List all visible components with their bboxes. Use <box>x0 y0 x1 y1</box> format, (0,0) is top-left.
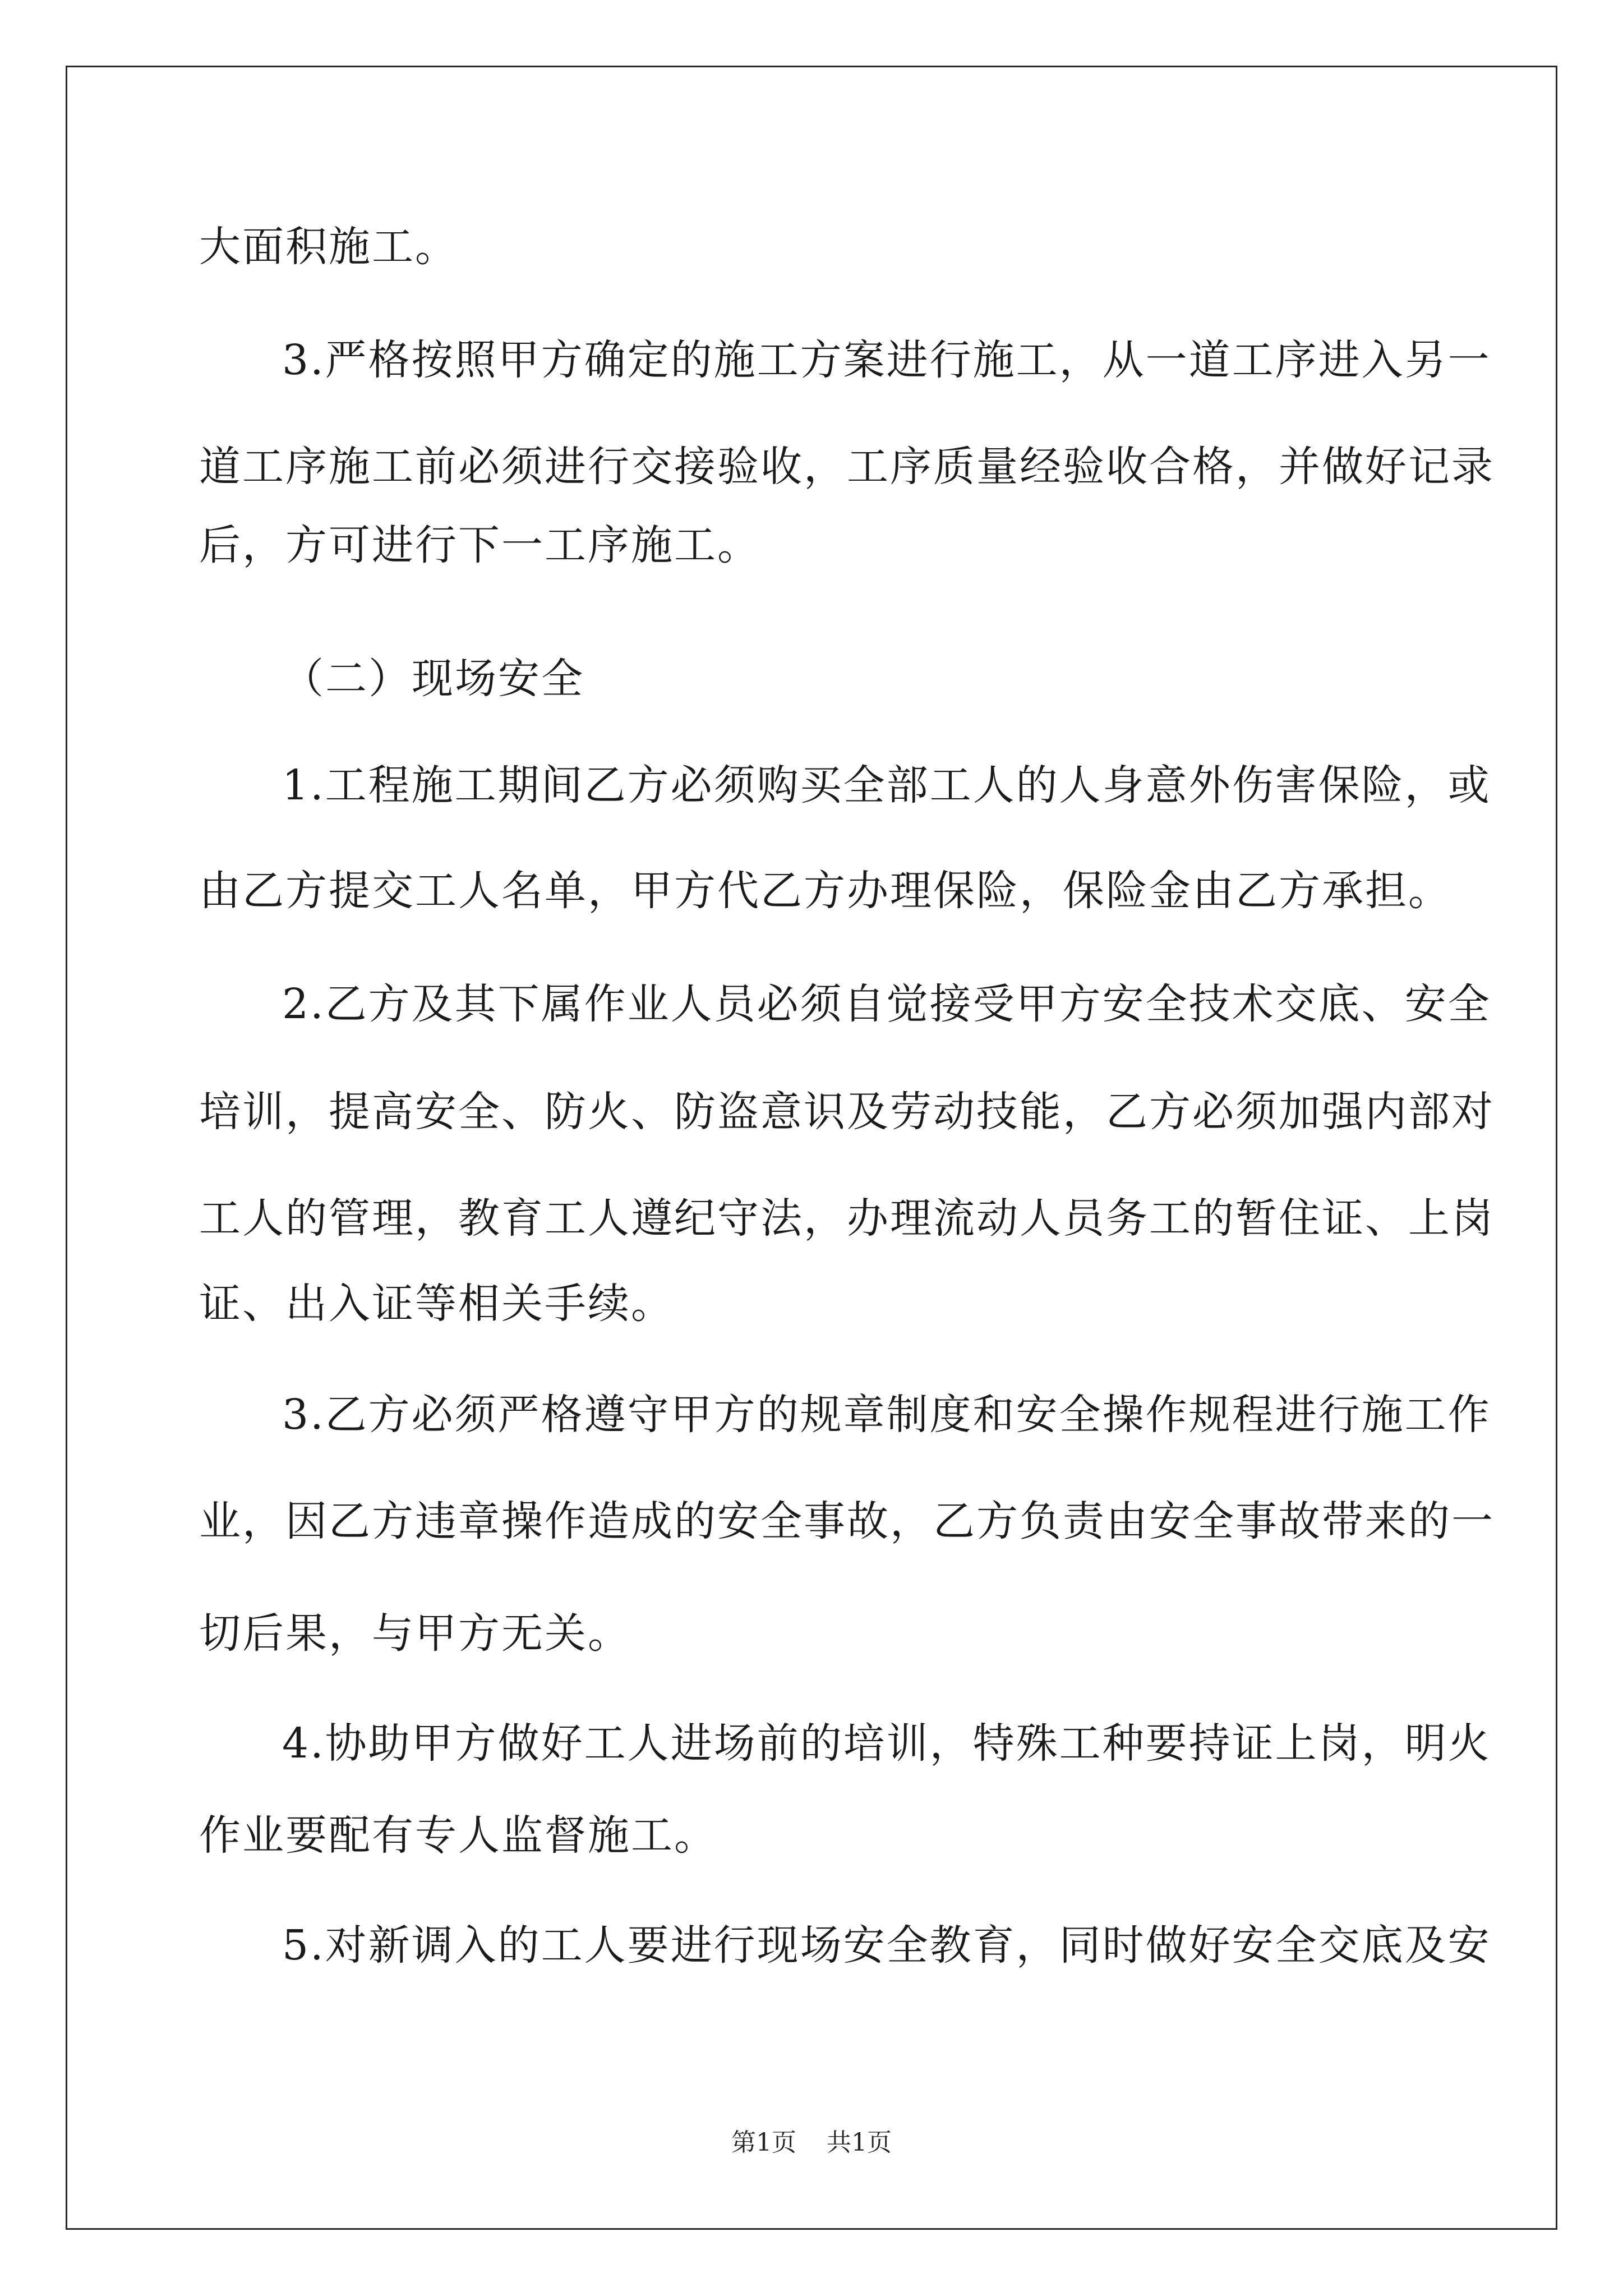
paragraph-line: 3.乙方必须严格遵守甲方的规章制度和安全操作规程进行施工作 <box>282 1391 1491 1439</box>
paragraph-line: 培训，提高安全、防火、防盗意识及劳动技能，乙方必须加强内部对 <box>199 1088 1495 1136</box>
paragraph-line: 后，方可进行下一工序施工。 <box>199 521 760 569</box>
paragraph-line: 大面积施工。 <box>199 223 458 271</box>
paragraph-line: 2.乙方及其下属作业人员必须自觉接受甲方安全技术交底、安全 <box>282 980 1491 1028</box>
page-total: 共1页 <box>827 2128 892 2157</box>
page-border <box>66 66 1557 2230</box>
paragraph-line: 业，因乙方违章操作造成的安全事故，乙方负责由安全事故带来的一 <box>199 1497 1495 1545</box>
paragraph-line: 3.严格按照甲方确定的施工方案进行施工，从一道工序进入另一 <box>282 336 1491 384</box>
paragraph-line: 道工序施工前必须进行交接验收，工序质量经验收合格，并做好记录 <box>199 443 1495 491</box>
paragraph-line: 证、出入证等相关手续。 <box>199 1280 674 1328</box>
page-number: 第1页 <box>731 2128 796 2157</box>
page-footer <box>0 2126 1623 2160</box>
paragraph-line: 工人的管理，教育工人遵纪守法，办理流动人员务工的暂住证、上岗 <box>199 1194 1495 1243</box>
paragraph-line: 4.协助甲方做好工人进场前的培训，特殊工种要持证上岗，明火 <box>282 1719 1491 1768</box>
paragraph-line: 由乙方提交工人名单，甲方代乙方办理保险，保险金由乙方承担。 <box>199 867 1451 915</box>
paragraph-line: 1.工程施工期间乙方必须购买全部工人的人身意外伤害保险，或 <box>282 761 1491 809</box>
paragraph-line: 5.对新调入的工人要进行现场安全教育，同时做好安全交底及安 <box>282 1921 1491 1970</box>
paragraph-line: 切后果，与甲方无关。 <box>199 1609 631 1658</box>
paragraph-line: 作业要配有专人监督施工。 <box>199 1811 717 1860</box>
section-heading: （二）现场安全 <box>282 655 584 703</box>
